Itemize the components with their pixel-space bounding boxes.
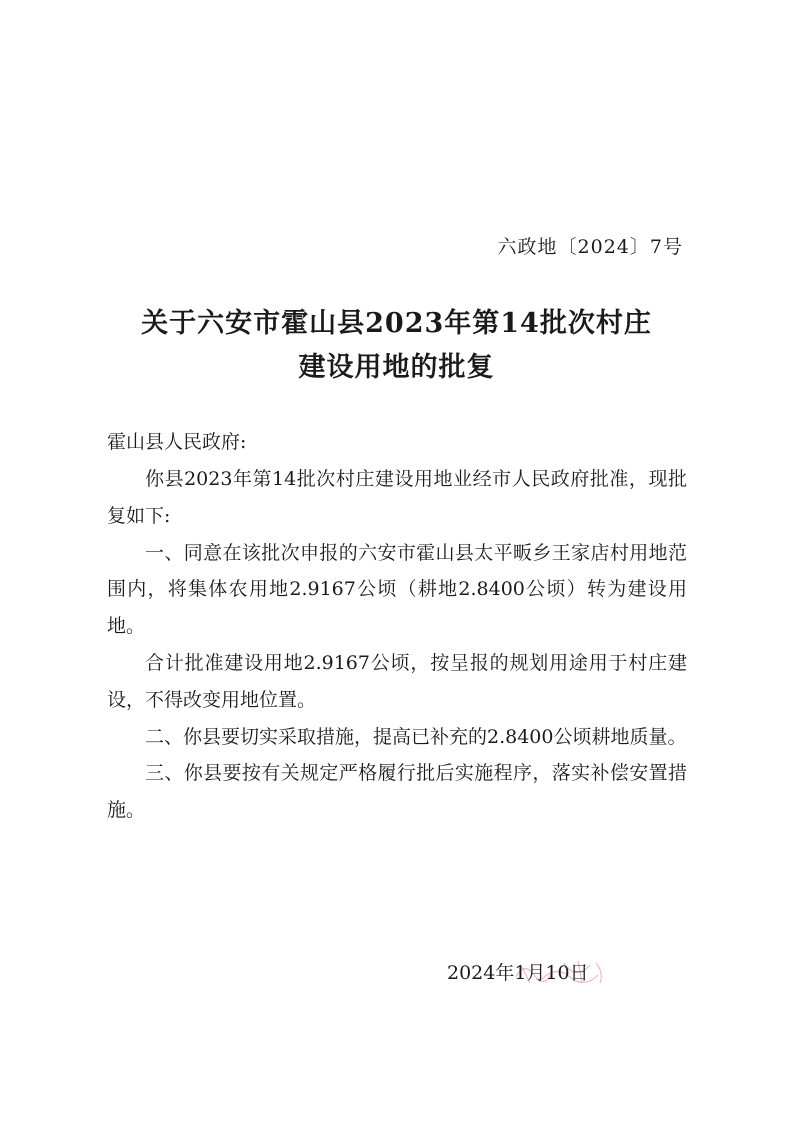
document-date: 2024年1月10日 xyxy=(447,962,589,984)
paragraph-total: 合计批准建设用地2.9167公顷，按呈报的规划用途用于村庄建设，不得改变用地位置。 xyxy=(107,651,687,711)
addressee: 霍山县人民政府: xyxy=(107,431,247,453)
document-body xyxy=(107,461,687,829)
paragraph-intro: 你县2023年第14批次村庄建设用地业经市人民政府批准，现批复如下: xyxy=(107,468,687,527)
document-number: 六政地〔2024〕7号 xyxy=(497,236,683,258)
paragraph-item-2: 二、你县要切实采取措施，提高已补充的2.8400公顷耕地质量。 xyxy=(145,725,687,748)
document-title xyxy=(60,302,733,390)
title-line-1: 关于六安市霍山县2023年第14批次村庄 xyxy=(141,308,652,339)
paragraph-item-1: 一、同意在该批次申报的六安市霍山县太平畈乡王家店村用地范围内，将集体农用地2.9167公顷（耕地2.8400公顷）转为建设用地。 xyxy=(107,541,687,638)
paragraph-item-3: 三、你县要按有关规定严格履行批后实施程序，落实补偿安置措施。 xyxy=(107,762,687,822)
title-line-2: 建设用地的批复 xyxy=(298,352,495,383)
